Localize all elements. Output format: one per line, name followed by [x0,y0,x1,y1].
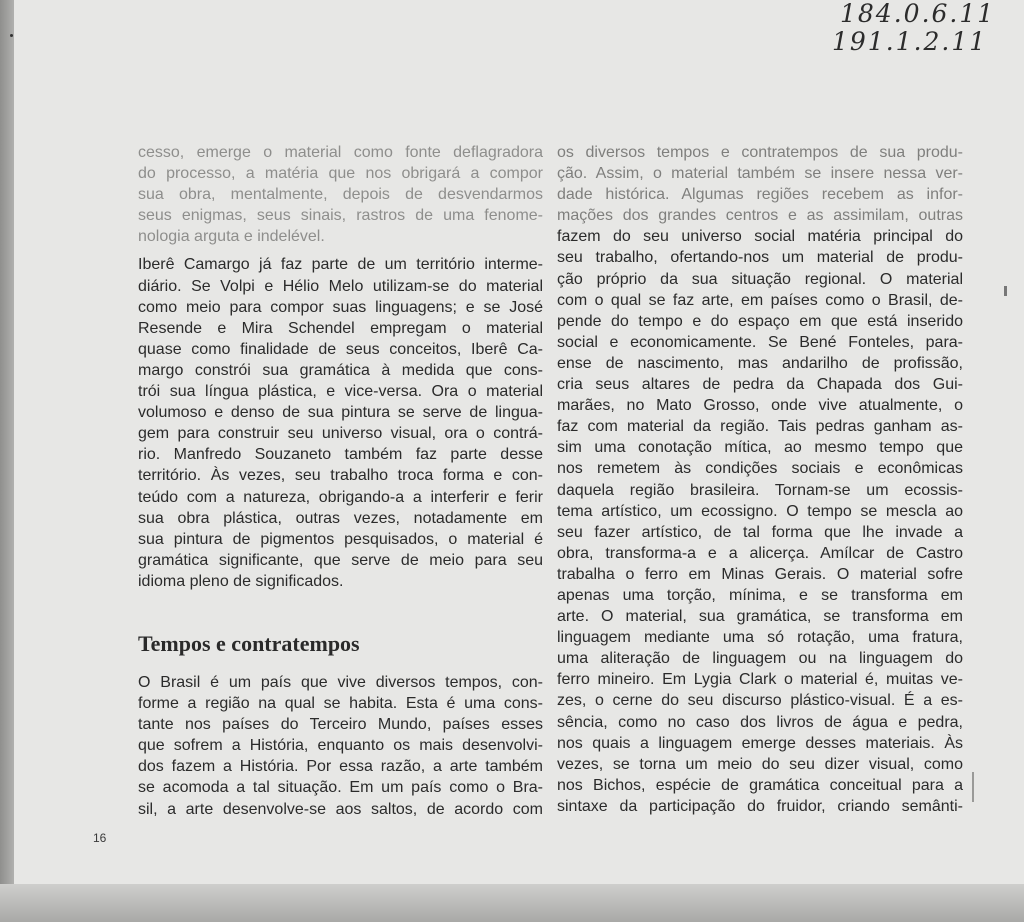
left-paragraph-1 [138,142,543,247]
text-line: arte. O material, sua gramática, se transforma em [557,608,963,626]
handwritten-catalog-note [832,0,1022,56]
text-line: se acomoda a tal situação. Em um país como o Bra- [138,779,543,797]
text-line: fazem do seu universo social matéria principal do [557,228,963,246]
text-line: mações dos grandes centros e as assimilam, outras [557,207,963,225]
text-line: ense de nascimento, mas andarilho de profissão, [557,354,963,372]
text-line: pende do tempo e do espaço em que está inserido [557,312,963,330]
text-line: vezes, se torna um meio do seu dizer visual, como [557,755,963,773]
right-faded-lines [557,142,963,226]
text-line: sua obra plástica, outras vezes, notadamente em [138,509,543,527]
page-number: 16 [93,831,107,845]
text-line: margo constrói sua gramática à medida que cons- [138,361,543,379]
text-line: nos quais a linguagem emerge desses materiais. Às [557,734,963,752]
text-line: tante nos países do Terceiro Mundo, países esses [138,716,543,734]
right-paragraph [557,226,963,817]
text-line: zes, o cerne do seu discurso plástico-visual. É a es- [557,692,963,710]
text-line: cesso, emerge o material como fonte deflagradora [138,144,543,161]
text-line: nos remetem às condições sociais e econômicas [557,460,963,478]
text-line: trabalha o ferro em Minas Gerais. O material sofre [557,565,963,583]
text-line: nos Bichos, espécie de gramática conceitual para a [557,776,963,794]
text-line: Resende e Mira Schendel empregam o material [138,319,543,337]
text-line: tema artístico, um ecossigno. O tempo se mescla ao [557,502,963,520]
text-line: sil, a arte desenvolve-se aos saltos, de acordo com [138,800,543,818]
text-line: apenas uma torção, mínima, e se transforma em [557,586,963,604]
text-line: ção. Assim, o material também se insere nessa ver- [557,165,963,183]
left-text-column [138,142,543,820]
section-heading: Tempos e contratempos [138,630,360,656]
text-line: dade histórica. Algumas regiões recebem as infor- [557,186,963,204]
left-paragraph-3 [138,672,543,820]
scan-dot-mark [10,34,13,37]
scan-edge-mark [1004,286,1007,296]
text-line: ferro mineiro. Em Lygia Clark o material é, muitas ve- [557,671,963,689]
handwritten-line-2: 191.1.2.11 [832,27,988,56]
text-line: daquela região brasileira. Tornam-se um ecossis- [557,481,963,499]
text-line: gramática significante, que serve de meio para seu [138,551,543,569]
text-line: linguagem mediante uma só rotação, uma fratura, [557,629,963,647]
text-line: O Brasil é um país que vive diversos tempos, con- [138,673,543,691]
text-line: cria seus altares de pedra da Chapada dos Gui- [557,376,963,394]
margin-pencil-mark [972,772,974,802]
text-line: uma aliteração de linguagem ou na linguagem do [557,650,963,668]
text-line: trói sua língua plástica, e vice-versa. Ora o material [138,383,543,401]
text-line: idioma pleno de significados. [138,572,344,590]
text-line: rio. Manfredo Souzaneto também faz parte desse [138,446,543,464]
handwritten-line-1: 184.0.6.11 [840,0,996,28]
text-line: seu trabalho, ofertando-nos um material de produ- [557,249,963,267]
text-line: sim uma conotação mítica, ao mesmo tempo que [557,439,963,457]
text-line: faz com material da região. Tais pedras ganham as- [557,418,963,436]
right-text-column [557,142,963,817]
text-line: Iberê Camargo já faz parte de um território interme- [138,256,543,274]
text-line: obra, transforma-a e a alicerça. Amílcar de Castro [557,544,963,562]
text-line: como meio para compor suas linguagens; e se José [138,298,543,316]
text-line: ção próprio da sua situação regional. O material [557,270,963,288]
text-line: sua pintura de pigmentos pesquisados, o material é [138,530,543,548]
text-line: forme a região na qual se habita. Esta é uma cons- [138,695,543,713]
text-line: território. Às vezes, seu trabalho troca forma e con- [138,467,543,485]
text-line: quase como finalidade de seus conceitos, Iberê Ca- [138,340,543,358]
text-line: diário. Se Volpi e Hélio Melo utilizam-se do material [138,277,543,295]
text-line: seus enigmas, seus sinais, rastros de uma fenome- [138,207,543,225]
text-line: do processo, a matéria que nos obrigará a compor [138,165,543,183]
text-line: social e economicamente. Se Bené Fonteles, para- [557,333,963,351]
text-line: seu fazer artístico, de tal forma que lhe invade a [557,523,963,541]
text-line: teúdo com a natureza, obrigando-a a interferir e ferir [138,488,543,506]
text-line: sintaxe da participação do fruidor, criando semânti- [557,797,963,815]
text-line: volumoso e denso de sua pintura se serve de lingua- [138,404,543,422]
page-bottom-edge [0,884,1024,922]
text-line: marães, no Mato Grosso, onde vive atualmente, o [557,397,963,415]
text-line: dos fazem a História. Por essa razão, a arte também [138,758,543,776]
text-line: os diversos tempos e contratempos de sua produ- [557,144,963,161]
text-line: nologia arguta e indelével. [138,228,325,246]
text-line: com o qual se faz arte, em países como o Brasil, de- [557,291,963,309]
left-paragraph-2 [138,254,543,592]
text-line: sua obra, mentalmente, depois de desvendarmos [138,186,543,204]
text-line: sência, como no caso dos livros de água e pedra, [557,713,963,731]
text-line: que sofrem a História, enquanto os mais desenvolvi- [138,737,543,755]
text-line: gem para construir seu universo visual, ora o contrá- [138,425,543,443]
